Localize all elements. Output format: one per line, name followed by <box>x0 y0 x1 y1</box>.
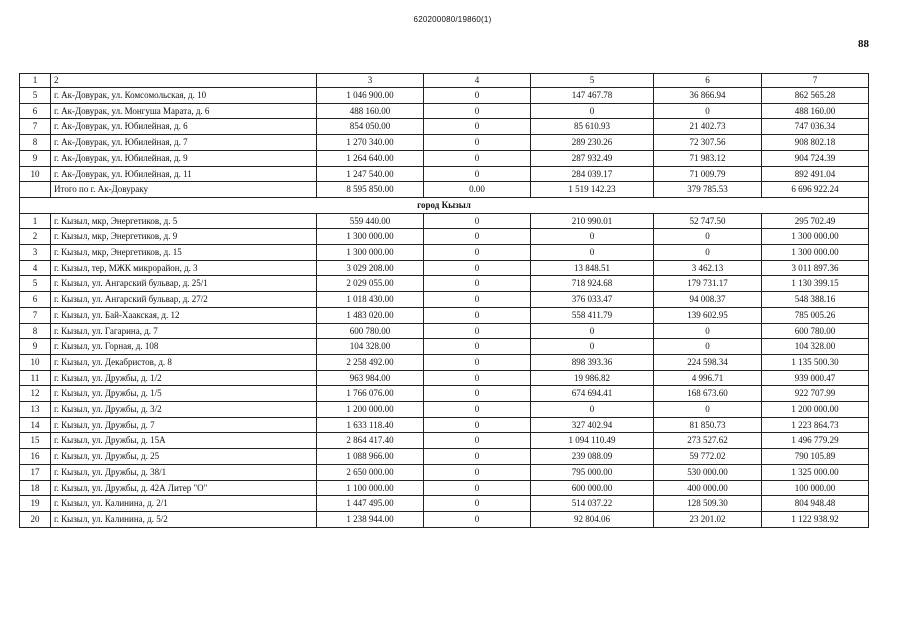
cell-num: 2 <box>20 229 51 245</box>
cell-col4: 0 <box>424 150 531 166</box>
cell-col5: 0 <box>531 339 654 355</box>
cell-cost: 1 633 118.40 <box>317 417 424 433</box>
table-row <box>20 166 869 182</box>
cell-num: 15 <box>20 433 51 449</box>
cell-col4: 0 <box>424 135 531 151</box>
cell-col6: 179 731.17 <box>654 276 762 292</box>
cell-col7: 3 011 897.36 <box>762 260 869 276</box>
cell-col6: 139 602.95 <box>654 307 762 323</box>
cell-col6: 0 <box>654 339 762 355</box>
table-row <box>20 213 869 229</box>
cell-cost: 104 328.00 <box>317 339 424 355</box>
cell-col4: 0 <box>424 402 531 418</box>
cell-cost: 3 <box>317 74 424 88</box>
cell-col7: 295 702.49 <box>762 213 869 229</box>
table-row <box>20 135 869 151</box>
cell-col6: 0 <box>654 229 762 245</box>
cell-col7: 904 724.39 <box>762 150 869 166</box>
cell-col4: 0 <box>424 339 531 355</box>
cell-address: г. Ак-Довурак, ул. Юбилейная, д. 7 <box>51 135 317 151</box>
cell-address: г. Кызыл, ул. Дружбы, д. 1/2 <box>51 370 317 386</box>
cell-col7: 1 135 500.30 <box>762 354 869 370</box>
cell-col7: 1 496 779.29 <box>762 433 869 449</box>
cell-num: 5 <box>20 276 51 292</box>
cell-col4: 0 <box>424 480 531 496</box>
cell-col6: 0 <box>654 323 762 339</box>
cell-col5: 376 033.47 <box>531 292 654 308</box>
cell-cost: 2 258 492.00 <box>317 354 424 370</box>
cell-num: 11 <box>20 370 51 386</box>
cell-address: г. Кызыл, ул. Дружбы, д. 42А Литер "О" <box>51 480 317 496</box>
cell-cost: 8 595 850.00 <box>317 182 424 198</box>
cell-col5: 0 <box>531 402 654 418</box>
cell-address: г. Кызыл, мкр, Энергетиков, д. 5 <box>51 213 317 229</box>
cell-col5: 0 <box>531 245 654 261</box>
cell-col5: 1 094 110.49 <box>531 433 654 449</box>
page-number: 88 <box>858 38 869 50</box>
cell-col7: 548 388.16 <box>762 292 869 308</box>
cell-num: 14 <box>20 417 51 433</box>
cell-col6: 71 983.12 <box>654 150 762 166</box>
cell-address: г. Кызыл, мкр, Энергетиков, д. 9 <box>51 229 317 245</box>
cell-num: 4 <box>20 260 51 276</box>
cell-cost: 1 447 495.00 <box>317 496 424 512</box>
table-row <box>20 449 869 465</box>
cell-col7: 939 000.47 <box>762 370 869 386</box>
table-row <box>20 276 869 292</box>
cell-col7: 892 491.04 <box>762 166 869 182</box>
cell-address: Итого по г. Ак-Довураку <box>51 182 317 198</box>
cell-cost: 1 046 900.00 <box>317 88 424 104</box>
cell-cost: 1 300 000.00 <box>317 229 424 245</box>
cell-col7: 922 707.99 <box>762 386 869 402</box>
cell-col5: 147 467.78 <box>531 88 654 104</box>
table-row <box>20 245 869 261</box>
cell-col7: 1 325 000.00 <box>762 464 869 480</box>
cell-col5: 19 986.82 <box>531 370 654 386</box>
cell-col4: 0 <box>424 292 531 308</box>
cell-col5: 92 804.06 <box>531 511 654 527</box>
cell-address: г. Ак-Довурак, ул. Юбилейная, д. 6 <box>51 119 317 135</box>
cell-col6: 71 009.79 <box>654 166 762 182</box>
cell-cost: 1 270 340.00 <box>317 135 424 151</box>
document-id: 620200080/19860(1) <box>413 15 492 24</box>
cell-num: 16 <box>20 449 51 465</box>
cell-col5: 0 <box>531 323 654 339</box>
cell-col4: 0 <box>424 464 531 480</box>
cell-col6: 36 866.94 <box>654 88 762 104</box>
cell-num: 8 <box>20 135 51 151</box>
cell-col5: 284 039.17 <box>531 166 654 182</box>
cell-address: 2 <box>51 74 317 88</box>
cell-col4: 0 <box>424 449 531 465</box>
cell-address: г. Кызыл, ул. Гагарина, д. 7 <box>51 323 317 339</box>
cell-cost: 1 088 966.00 <box>317 449 424 465</box>
cell-address: г. Кызыл, ул. Дружбы, д. 38/1 <box>51 464 317 480</box>
cell-col6: 52 747.50 <box>654 213 762 229</box>
cell-col6: 273 527.62 <box>654 433 762 449</box>
register-table <box>19 73 869 528</box>
cell-cost: 559 440.00 <box>317 213 424 229</box>
cell-num: 19 <box>20 496 51 512</box>
table-row <box>20 433 869 449</box>
cell-address: г. Кызыл, ул. Ангарский бульвар, д. 27/2 <box>51 292 317 308</box>
cell-num: 10 <box>20 166 51 182</box>
cell-cost: 963 984.00 <box>317 370 424 386</box>
cell-num: 6 <box>20 103 51 119</box>
cell-col5: 514 037.22 <box>531 496 654 512</box>
cell-cost: 600 780.00 <box>317 323 424 339</box>
cell-col6: 81 850.73 <box>654 417 762 433</box>
cell-col4: 0 <box>424 245 531 261</box>
cell-col6: 530 000.00 <box>654 464 762 480</box>
cell-col6: 6 <box>654 74 762 88</box>
cell-col6: 128 509.30 <box>654 496 762 512</box>
cell-cost: 1 483 020.00 <box>317 307 424 323</box>
cell-col7: 804 948.48 <box>762 496 869 512</box>
total-row <box>20 182 869 198</box>
table-row <box>20 229 869 245</box>
table-row <box>20 88 869 104</box>
cell-num: 7 <box>20 307 51 323</box>
cell-col4: 0 <box>424 88 531 104</box>
cell-address: г. Кызыл, тер, МЖК микрорайон, д. 3 <box>51 260 317 276</box>
cell-col5: 0 <box>531 103 654 119</box>
cell-col6: 0 <box>654 245 762 261</box>
cell-col6: 23 201.02 <box>654 511 762 527</box>
cell-col4: 0 <box>424 119 531 135</box>
cell-col7: 600 780.00 <box>762 323 869 339</box>
cell-col5: 210 990.01 <box>531 213 654 229</box>
cell-num <box>20 182 51 198</box>
cell-num: 12 <box>20 386 51 402</box>
cell-address: г. Кызыл, ул. Калинина, д. 5/2 <box>51 511 317 527</box>
table-row <box>20 119 869 135</box>
cell-col6: 168 673.60 <box>654 386 762 402</box>
cell-col4: 0 <box>424 229 531 245</box>
cell-address: г. Ак-Довурак, ул. Юбилейная, д. 9 <box>51 150 317 166</box>
cell-cost: 1 247 540.00 <box>317 166 424 182</box>
cell-col7: 785 005.26 <box>762 307 869 323</box>
cell-col7: 1 300 000.00 <box>762 229 869 245</box>
cell-cost: 488 160.00 <box>317 103 424 119</box>
cell-col7: 6 696 922.24 <box>762 182 869 198</box>
cell-address: г. Кызыл, ул. Дружбы, д. 3/2 <box>51 402 317 418</box>
cell-col7: 1 122 938.92 <box>762 511 869 527</box>
cell-col5: 287 932.49 <box>531 150 654 166</box>
cell-col5: 5 <box>531 74 654 88</box>
cell-cost: 2 029 055.00 <box>317 276 424 292</box>
section-title: город Кызыл <box>20 197 869 213</box>
cell-col4: 0.00 <box>424 182 531 198</box>
cell-col7: 1 300 000.00 <box>762 245 869 261</box>
cell-col5: 674 694.41 <box>531 386 654 402</box>
cell-col4: 0 <box>424 433 531 449</box>
cell-address: г. Кызыл, ул. Горная, д. 108 <box>51 339 317 355</box>
cell-col4: 0 <box>424 511 531 527</box>
cell-col7: 1 223 864.73 <box>762 417 869 433</box>
cell-col7: 1 130 399.15 <box>762 276 869 292</box>
cell-col4: 0 <box>424 213 531 229</box>
table-row <box>20 402 869 418</box>
cell-col4: 0 <box>424 417 531 433</box>
cell-address: г. Ак-Довурак, ул. Монгуша Марата, д. 6 <box>51 103 317 119</box>
table-row <box>20 260 869 276</box>
cell-col7: 7 <box>762 74 869 88</box>
table-row <box>20 464 869 480</box>
cell-address: г. Кызыл, ул. Бай-Хаакская, д. 12 <box>51 307 317 323</box>
cell-col5: 718 924.68 <box>531 276 654 292</box>
cell-address: г. Кызыл, мкр, Энергетиков, д. 15 <box>51 245 317 261</box>
cell-col6: 400 000.00 <box>654 480 762 496</box>
cell-col6: 0 <box>654 103 762 119</box>
section-row <box>20 197 869 213</box>
cell-col5: 239 088.09 <box>531 449 654 465</box>
cell-cost: 2 650 000.00 <box>317 464 424 480</box>
cell-num: 18 <box>20 480 51 496</box>
cell-col5: 0 <box>531 229 654 245</box>
cell-num: 5 <box>20 88 51 104</box>
cell-col7: 1 200 000.00 <box>762 402 869 418</box>
cell-num: 17 <box>20 464 51 480</box>
cell-col6: 4 996.71 <box>654 370 762 386</box>
cell-col6: 379 785.53 <box>654 182 762 198</box>
cell-col4: 0 <box>424 370 531 386</box>
cell-num: 8 <box>20 323 51 339</box>
cell-col7: 747 036.34 <box>762 119 869 135</box>
cell-col4: 0 <box>424 260 531 276</box>
cell-col4: 0 <box>424 166 531 182</box>
table-row <box>20 417 869 433</box>
cell-col4: 0 <box>424 354 531 370</box>
cell-col7: 790 105.89 <box>762 449 869 465</box>
cell-num: 9 <box>20 339 51 355</box>
cell-col6: 3 462.13 <box>654 260 762 276</box>
table-row <box>20 339 869 355</box>
table-row <box>20 386 869 402</box>
cell-address: г. Ак-Довурак, ул. Юбилейная, д. 11 <box>51 166 317 182</box>
table-row <box>20 323 869 339</box>
cell-address: г. Кызыл, ул. Калинина, д. 2/1 <box>51 496 317 512</box>
table-row <box>20 292 869 308</box>
cell-col6: 21 402.73 <box>654 119 762 135</box>
cell-col5: 327 402.94 <box>531 417 654 433</box>
cell-num: 7 <box>20 119 51 135</box>
cell-col4: 0 <box>424 323 531 339</box>
cell-cost: 1 766 076.00 <box>317 386 424 402</box>
cell-num: 3 <box>20 245 51 261</box>
cell-cost: 1 300 000.00 <box>317 245 424 261</box>
table-row <box>20 354 869 370</box>
table-row <box>20 370 869 386</box>
column-number-row <box>20 74 869 88</box>
cell-num: 1 <box>20 213 51 229</box>
cell-address: г. Кызыл, ул. Дружбы, д. 15А <box>51 433 317 449</box>
cell-col7: 862 565.28 <box>762 88 869 104</box>
cell-num: 20 <box>20 511 51 527</box>
table-row <box>20 307 869 323</box>
cell-col6: 224 598.34 <box>654 354 762 370</box>
cell-col5: 600 000.00 <box>531 480 654 496</box>
cell-col4: 0 <box>424 496 531 512</box>
cell-address: г. Кызыл, ул. Дружбы, д. 1/5 <box>51 386 317 402</box>
cell-col6: 59 772.02 <box>654 449 762 465</box>
cell-col7: 488 160.00 <box>762 103 869 119</box>
cell-col5: 795 000.00 <box>531 464 654 480</box>
cell-col5: 898 393.36 <box>531 354 654 370</box>
cell-cost: 1 100 000.00 <box>317 480 424 496</box>
cell-address: г. Ак-Довурак, ул. Комсомольская, д. 10 <box>51 88 317 104</box>
table-row <box>20 103 869 119</box>
cell-address: г. Кызыл, ул. Дружбы, д. 25 <box>51 449 317 465</box>
cell-cost: 3 029 208.00 <box>317 260 424 276</box>
cell-address: г. Кызыл, ул. Декабристов, д. 8 <box>51 354 317 370</box>
cell-cost: 1 238 944.00 <box>317 511 424 527</box>
cell-col4: 0 <box>424 386 531 402</box>
cell-num: 6 <box>20 292 51 308</box>
cell-num: 13 <box>20 402 51 418</box>
cell-col5: 13 848.51 <box>531 260 654 276</box>
cell-num: 9 <box>20 150 51 166</box>
cell-col7: 100 000.00 <box>762 480 869 496</box>
cell-num: 10 <box>20 354 51 370</box>
cell-cost: 854 050.00 <box>317 119 424 135</box>
cell-address: г. Кызыл, ул. Дружбы, д. 7 <box>51 417 317 433</box>
table-row <box>20 480 869 496</box>
table-row <box>20 511 869 527</box>
cell-cost: 2 864 417.40 <box>317 433 424 449</box>
cell-col5: 289 230.26 <box>531 135 654 151</box>
cell-col6: 0 <box>654 402 762 418</box>
cell-col6: 94 008.37 <box>654 292 762 308</box>
cell-cost: 1 200 000.00 <box>317 402 424 418</box>
cell-col7: 104 328.00 <box>762 339 869 355</box>
cell-col4: 0 <box>424 307 531 323</box>
cell-col4: 0 <box>424 103 531 119</box>
cell-col5: 85 610.93 <box>531 119 654 135</box>
cell-col4: 4 <box>424 74 531 88</box>
cell-col4: 0 <box>424 276 531 292</box>
cell-col5: 1 519 142.23 <box>531 182 654 198</box>
cell-col5: 558 411.79 <box>531 307 654 323</box>
cell-cost: 1 018 430.00 <box>317 292 424 308</box>
cell-cost: 1 264 640.00 <box>317 150 424 166</box>
cell-num: 1 <box>20 74 51 88</box>
table-row <box>20 496 869 512</box>
cell-col6: 72 307.56 <box>654 135 762 151</box>
cell-address: г. Кызыл, ул. Ангарский бульвар, д. 25/1 <box>51 276 317 292</box>
cell-col7: 908 802.18 <box>762 135 869 151</box>
table-row <box>20 150 869 166</box>
